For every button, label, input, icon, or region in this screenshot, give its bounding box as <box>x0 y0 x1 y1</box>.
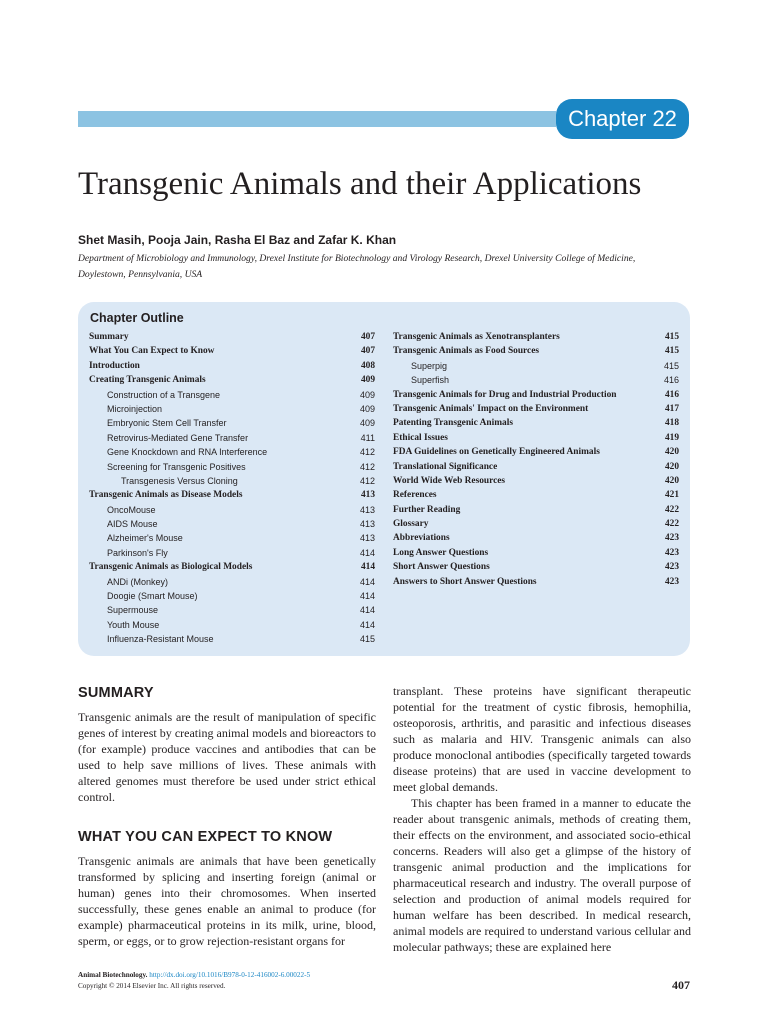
page-number: 407 <box>672 978 690 992</box>
outline-entry-page: 416 <box>664 389 679 400</box>
outline-entry-title: Answers to Short Answer Questions <box>393 576 537 587</box>
outline-entry-page: 415 <box>664 332 679 342</box>
outline-entry-page: 423 <box>664 576 679 587</box>
outline-entry[interactable] <box>89 445 375 459</box>
outline-entry-title: Superpig <box>411 360 448 371</box>
outline-entry-page: 412 <box>359 461 375 472</box>
outline-entry-page: 415 <box>664 346 679 357</box>
outline-entry-title: Further Reading <box>393 504 461 515</box>
outline-entry-title: Summary <box>89 332 129 342</box>
outline-entry[interactable] <box>89 388 375 402</box>
left-text-column <box>78 683 376 949</box>
outline-entry-title: Parkinson's Fly <box>107 547 168 558</box>
outline-entry-title: Transgenic Animals as Disease Models <box>89 490 243 501</box>
chapter-outline <box>78 302 690 656</box>
outline-entry[interactable] <box>393 388 679 402</box>
chapter-label: Chapter 22 <box>556 99 689 139</box>
outline-entry-title: Construction of a Transgene <box>107 389 221 400</box>
outline-entry-page: 409 <box>359 418 375 429</box>
outline-entry-title: Glossary <box>393 519 429 530</box>
outline-entry[interactable] <box>89 330 375 344</box>
outline-entry-page: 409 <box>359 389 375 400</box>
outline-entry-title: Patenting Transgenic Animals <box>393 418 513 429</box>
outline-entry[interactable] <box>89 603 375 617</box>
outline-entry[interactable] <box>89 474 375 488</box>
outline-right-column <box>393 330 679 589</box>
outline-entry[interactable] <box>89 531 375 545</box>
outline-entry[interactable] <box>393 330 679 344</box>
outline-entry[interactable] <box>393 517 679 531</box>
outline-entry-page: 415 <box>663 360 679 371</box>
outline-entry-page: 421 <box>664 490 679 501</box>
summary-paragraph: Transgenic animals are the result of manipulation of specific genes of interest by creating animal models and bioreactors to (for example) produce vaccines and antibodies that can be used to help save millions of lives. These animals with altered genomes must therefore be used under strict ethical control. <box>78 710 376 804</box>
outline-entry-title: Transgenic Animals as Xenotransplanters <box>393 332 560 342</box>
outline-entry-page: 409 <box>359 403 375 414</box>
authors: Shet Masih, Pooja Jain, Rasha El Baz and Zafar K. Khan <box>78 233 397 247</box>
outline-entry-page: 412 <box>359 475 375 486</box>
chapter-title: Transgenic Animals and their Applications <box>78 166 642 202</box>
outline-entry-page: 423 <box>664 547 679 558</box>
outline-entry-page: 416 <box>663 375 679 386</box>
outline-entry-page: 418 <box>664 418 679 429</box>
body-paragraph-1: transplant. These proteins have significant therapeutic potential for the treatment of cystic fibrosis, hemophilia, osteoporosis, arthritis, and parasitic and infectious diseases such as malaria and HIV. Transgenic animals can also produce monoclonal antibodies (specifically targeted towards disease proteins) that are used in vaccine development to meet global demands. <box>393 684 691 794</box>
outline-entry-page: 412 <box>359 447 375 458</box>
outline-entry-title: ANDi (Monkey) <box>107 576 169 587</box>
outline-entry-title: Transgenic Animals as Biological Models <box>89 562 253 573</box>
outline-entry-title: Microinjection <box>107 403 163 414</box>
chapter-header-bar <box>78 111 556 127</box>
outline-entry[interactable] <box>393 503 679 517</box>
outline-entry-title: FDA Guidelines on Genetically Engineered Animals <box>393 447 600 458</box>
outline-entry-page: 422 <box>664 504 679 515</box>
outline-entry-title: Retrovirus-Mediated Gene Transfer <box>107 432 249 443</box>
outline-entry[interactable] <box>393 445 679 459</box>
outline-entry-page: 414 <box>359 576 375 587</box>
outline-entry-title: What You Can Expect to Know <box>89 346 215 357</box>
outline-entry-page: 419 <box>664 432 679 443</box>
outline-entry[interactable] <box>89 416 375 430</box>
outline-entry-page: 414 <box>359 619 375 630</box>
outline-entry-page: 420 <box>664 447 679 458</box>
outline-entry-title: World Wide Web Resources <box>393 475 506 486</box>
summary-heading: SUMMARY <box>78 685 154 701</box>
outline-entry-page: 414 <box>359 591 375 602</box>
outline-entry-page: 408 <box>360 360 375 371</box>
outline-entry[interactable] <box>393 344 679 358</box>
body-paragraph-2: This chapter has been framed in a manner to educate the reader about transgenic animals, methods of creating them, their effects on the environment, and associated socio-ethical concerns. Readers will also get a glimpse of the history of transgenic animal production and the implications for pharmaceutical research and industry. The overall purpose of selection and production of animal models required for human welfare has been described. In medical research, animal models are required to understand various cellular and molecular pathways; these are explained here <box>393 796 691 954</box>
outline-entry-page: 413 <box>359 533 375 544</box>
outline-entry[interactable] <box>89 589 375 603</box>
expect-paragraph: Transgenic animals are animals that have been genetically transformed by splicing and inserting foreign (animal or human) genes into their chromosomes. When inserted successfully, these genes enable an animal to produce (for example) pharmaceutical proteins in its milk, urine, blood, sperm, or eggs, or to grow rejection-resistant organs for <box>78 854 376 948</box>
outline-entry-title: Transgenesis Versus Cloning <box>121 475 238 486</box>
outline-entry[interactable] <box>393 560 679 574</box>
outline-entry-page: 407 <box>360 346 375 357</box>
outline-entry-title: Short Answer Questions <box>393 562 490 573</box>
outline-entry-page: 414 <box>359 547 375 558</box>
outline-entry-page: 407 <box>360 332 375 342</box>
outline-entry[interactable] <box>89 373 375 387</box>
outline-entry-title: Doogie (Smart Mouse) <box>107 591 198 602</box>
outline-heading: Chapter Outline <box>90 311 184 325</box>
outline-entry[interactable] <box>89 503 375 517</box>
outline-entry-title: Gene Knockdown and RNA Interference <box>107 447 268 458</box>
outline-entry-title: Creating Transgenic Animals <box>89 375 206 386</box>
outline-entry-page: 413 <box>360 490 375 501</box>
outline-entry-title: Supermouse <box>107 605 159 616</box>
outline-entry-page: 422 <box>664 519 679 530</box>
doi-link[interactable]: http://dx.doi.org/10.1016/B978-0-12-416002-6.00022-5 <box>149 971 311 979</box>
outline-entry-title: Embryonic Stem Cell Transfer <box>107 418 227 429</box>
outline-entry-page: 414 <box>359 605 375 616</box>
outline-entry[interactable] <box>393 488 679 502</box>
outline-entry-title: Translational Significance <box>393 461 498 472</box>
outline-entry[interactable] <box>89 460 375 474</box>
outline-entry[interactable] <box>89 431 375 445</box>
outline-entry-page: 415 <box>359 634 375 645</box>
right-text-column <box>393 683 691 955</box>
outline-entry-title: OncoMouse <box>107 504 156 515</box>
outline-entry[interactable] <box>89 488 375 502</box>
outline-left-column <box>89 330 375 647</box>
outline-entry[interactable] <box>89 517 375 531</box>
outline-entry[interactable] <box>393 460 679 474</box>
outline-entry-title: Alzheimer's Mouse <box>107 533 183 544</box>
outline-entry-title: Screening for Transgenic Positives <box>107 461 246 472</box>
outline-entry-page: 413 <box>359 519 375 530</box>
outline-entry[interactable] <box>89 359 375 373</box>
outline-entry-page: 420 <box>664 461 679 472</box>
outline-entry[interactable] <box>393 359 679 373</box>
outline-entry-title: References <box>393 490 437 501</box>
outline-entry-page: 414 <box>360 562 375 573</box>
outline-entry-title: Introduction <box>89 360 140 371</box>
outline-entry[interactable] <box>89 560 375 574</box>
outline-entry-page: 423 <box>664 533 679 544</box>
copyright-line: Copyright © 2014 Elsevier Inc. All rights reserved. <box>78 982 226 990</box>
outline-entry-title: Transgenic Animals for Drug and Industrial Production <box>393 389 617 400</box>
outline-entry-title: Youth Mouse <box>107 619 160 630</box>
outline-entry[interactable] <box>393 402 679 416</box>
journal-name: Animal Biotechnology. <box>78 971 148 979</box>
outline-entry-page: 417 <box>664 403 679 414</box>
outline-entry[interactable] <box>393 474 679 488</box>
outline-entry-title: AIDS Mouse <box>107 519 158 530</box>
outline-entry-title: Superfish <box>411 375 450 386</box>
outline-entry[interactable] <box>89 402 375 416</box>
affiliation: Department of Microbiology and Immunology, Drexel Institute for Biotechnology and Virology Research, Drexel University College of Medicine, Doylestown, Pennsylvania, USA <box>78 253 636 280</box>
outline-entry-page: 411 <box>360 432 375 443</box>
outline-entry[interactable] <box>393 531 679 545</box>
outline-entry[interactable] <box>393 373 679 387</box>
outline-entry[interactable] <box>393 546 679 560</box>
outline-entry[interactable] <box>393 575 679 589</box>
outline-entry-page: 409 <box>360 375 375 386</box>
page-footer <box>78 970 310 992</box>
outline-entry-page: 423 <box>664 562 679 573</box>
outline-entry-title: Long Answer Questions <box>393 547 489 558</box>
outline-entry-title: Influenza-Resistant Mouse <box>107 634 214 645</box>
outline-entry-page: 413 <box>359 504 375 515</box>
outline-entry[interactable] <box>89 618 375 632</box>
outline-entry-title: Transgenic Animals' Impact on the Environment <box>393 403 589 414</box>
outline-entry[interactable] <box>89 575 375 589</box>
outline-entry[interactable] <box>89 546 375 560</box>
outline-entry[interactable] <box>89 632 375 646</box>
outline-entry-page: 420 <box>664 475 679 486</box>
outline-entry[interactable] <box>393 416 679 430</box>
outline-entry-title: Abbreviations <box>393 533 450 544</box>
outline-entry-title: Ethical Issues <box>393 432 448 443</box>
outline-entry[interactable] <box>393 431 679 445</box>
expect-heading: WHAT YOU CAN EXPECT TO KNOW <box>78 829 333 845</box>
outline-entry-title: Transgenic Animals as Food Sources <box>393 346 540 357</box>
outline-entry[interactable] <box>89 344 375 358</box>
